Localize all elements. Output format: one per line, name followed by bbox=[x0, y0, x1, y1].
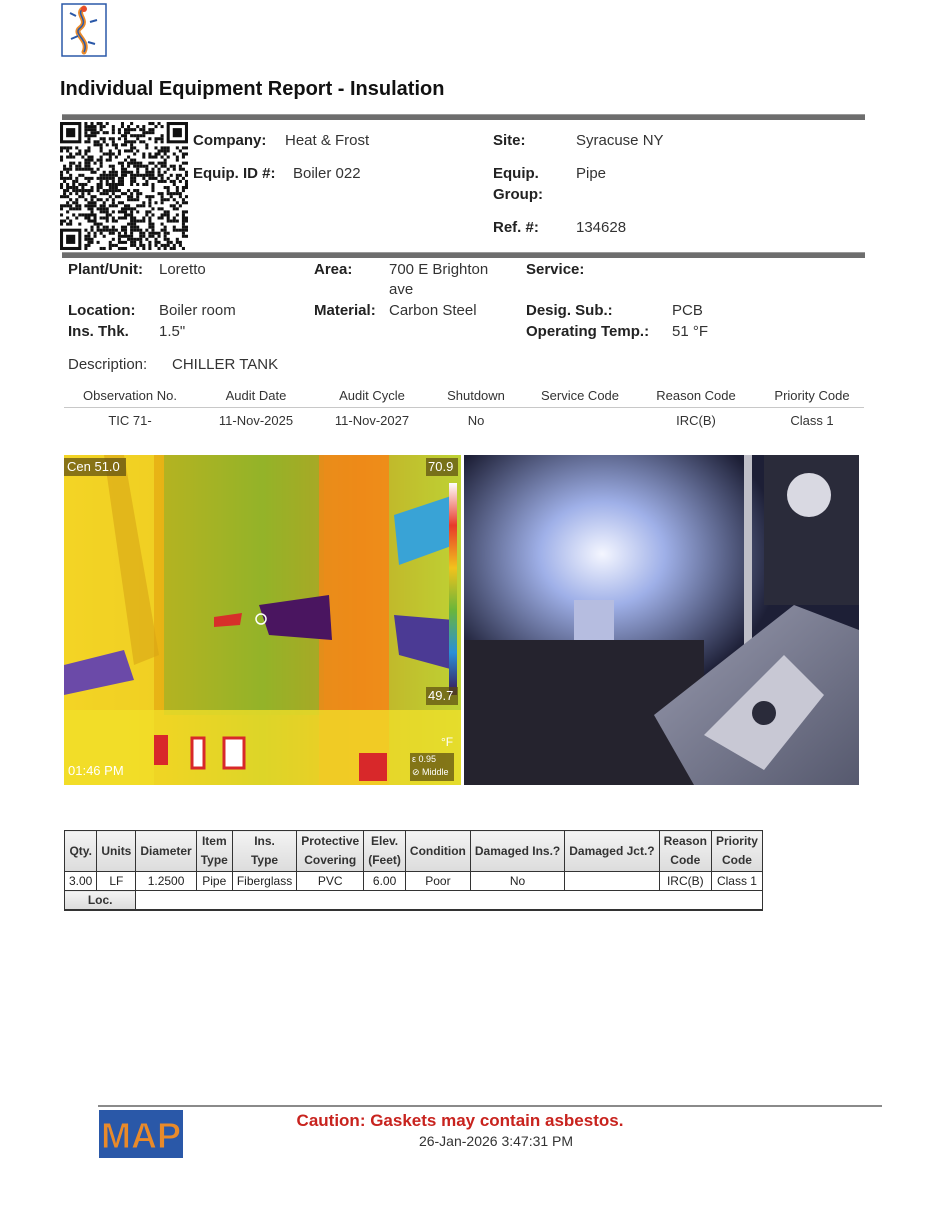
col-priority-code-header: Priority Code bbox=[711, 831, 762, 872]
desig-sub-label: Desig. Sub.: bbox=[526, 302, 613, 319]
cell-item-type: Pipe bbox=[196, 872, 232, 891]
equip-id-value: Boiler 022 bbox=[293, 165, 361, 182]
asbestos-caution: Caution: Gaskets may contain asbestos. bbox=[296, 1111, 624, 1130]
audit-header-audit-date: Audit Date bbox=[225, 388, 287, 403]
table-row bbox=[65, 872, 763, 891]
audit-priority-code-value: Class 1 bbox=[790, 413, 834, 428]
col-ins-type-header: Ins. Type bbox=[232, 831, 296, 872]
description-label: Description: bbox=[68, 356, 148, 373]
audit-shutdown-value: No bbox=[467, 413, 485, 428]
cell-protective-covering: PVC bbox=[297, 872, 364, 891]
audit-cycle-value: 11-Nov-2027 bbox=[334, 413, 410, 428]
ref-value: 134628 bbox=[576, 219, 627, 236]
audit-date-value: 11-Nov-2025 bbox=[218, 413, 294, 428]
audit-header-service-code: Service Code bbox=[540, 388, 620, 403]
qr-code bbox=[60, 122, 188, 250]
cell-ins-type: Fiberglass bbox=[232, 872, 296, 891]
equip-id-label: Equip. ID #: bbox=[193, 165, 276, 182]
header-bottom-rule bbox=[62, 252, 865, 258]
footer-rule bbox=[98, 1105, 882, 1107]
company-label: Company: bbox=[193, 132, 267, 149]
col-damaged-jct-header: Damaged Jct.? bbox=[565, 831, 659, 872]
audit-header-reason-code: Reason Code bbox=[656, 388, 736, 403]
cell-reason-code: IRC(B) bbox=[659, 872, 711, 891]
visual-photo bbox=[464, 455, 859, 785]
ins-thk-label: Ins. Thk. bbox=[68, 323, 129, 340]
site-value: Syracuse NY bbox=[576, 132, 664, 149]
equip-group-label-line1: Equip. bbox=[493, 165, 539, 182]
map-logo bbox=[99, 1110, 183, 1158]
audit-header-shutdown: Shutdown bbox=[447, 388, 505, 403]
material-value: Carbon Steel bbox=[389, 302, 477, 319]
equip-group-value: Pipe bbox=[576, 165, 607, 182]
audit-header-audit-cycle: Audit Cycle bbox=[339, 388, 405, 403]
col-qty-header: Qty. bbox=[65, 831, 97, 872]
report-title: Individual Equipment Report - Insulation bbox=[60, 78, 445, 100]
center-temp-readout: Cen 51.0 bbox=[67, 459, 120, 474]
audit-header-observation: Observation No. bbox=[83, 388, 177, 403]
col-damaged-ins-header: Damaged Ins.? bbox=[470, 831, 564, 872]
loc-value bbox=[136, 891, 763, 911]
company-logo bbox=[60, 2, 108, 58]
plant-label: Plant/Unit: bbox=[68, 261, 143, 278]
map-logo-text: MAP bbox=[101, 1115, 181, 1156]
col-condition-header: Condition bbox=[405, 831, 470, 872]
ins-thk-value: 1.5" bbox=[159, 323, 186, 340]
col-item-type-header: Item Type bbox=[196, 831, 232, 872]
cell-damaged-jct bbox=[565, 872, 659, 891]
area-value-line2: ave bbox=[389, 281, 414, 298]
location-value: Boiler room bbox=[159, 302, 236, 319]
material-label: Material: bbox=[314, 302, 376, 319]
plant-value: Loretto bbox=[159, 261, 206, 278]
col-elev-header: Elev. (Feet) bbox=[364, 831, 406, 872]
operating-temp-value: 51 °F bbox=[672, 323, 709, 340]
thermal-image bbox=[64, 455, 461, 785]
col-diameter-header: Diameter bbox=[136, 831, 196, 872]
loc-label: Loc. bbox=[65, 891, 136, 911]
operating-temp-label: Operating Temp.: bbox=[526, 323, 650, 340]
measure-mode: ⊘ Middle bbox=[412, 767, 449, 777]
emissivity-readout: ε 0.95 bbox=[412, 754, 437, 764]
audit-observation-value: TIC 71- bbox=[108, 413, 152, 428]
location-label: Location: bbox=[68, 302, 136, 319]
temp-unit: °F bbox=[441, 735, 454, 749]
audit-reason-code-value: IRC(B) bbox=[676, 413, 716, 428]
cell-qty: 3.00 bbox=[65, 872, 97, 891]
area-label: Area: bbox=[314, 261, 353, 278]
print-timestamp: 26-Jan-2026 3:47:31 PM bbox=[418, 1133, 574, 1149]
col-reason-code-header: Reason Code bbox=[659, 831, 711, 872]
equip-group-label-line2: Group: bbox=[493, 186, 543, 203]
header-top-rule bbox=[62, 114, 865, 120]
desig-sub-value: PCB bbox=[672, 302, 703, 319]
service-label: Service: bbox=[526, 261, 585, 278]
company-value: Heat & Frost bbox=[285, 132, 370, 149]
ref-label: Ref. #: bbox=[493, 219, 539, 236]
cell-condition: Poor bbox=[405, 872, 470, 891]
cell-damaged-ins: No bbox=[470, 872, 564, 891]
insulation-items-table bbox=[64, 830, 763, 911]
audit-divider bbox=[64, 407, 864, 408]
audit-header-priority-code: Priority Code bbox=[774, 388, 850, 403]
cell-units: LF bbox=[97, 872, 136, 891]
col-units-header: Units bbox=[97, 831, 136, 872]
capture-time: 01:46 PM bbox=[68, 763, 124, 778]
area-value-line1: 700 E Brighton bbox=[389, 261, 489, 278]
loc-row bbox=[65, 891, 763, 911]
col-protective-covering-header: Protective Covering bbox=[297, 831, 364, 872]
max-temp-readout: 70.9 bbox=[428, 459, 454, 474]
description-value: CHILLER TANK bbox=[172, 356, 279, 373]
cell-elev: 6.00 bbox=[364, 872, 406, 891]
cell-diameter: 1.2500 bbox=[136, 872, 196, 891]
cell-priority-code: Class 1 bbox=[711, 872, 762, 891]
site-label: Site: bbox=[493, 132, 526, 149]
min-temp-readout: 49.7 bbox=[428, 688, 454, 703]
items-header-row bbox=[65, 831, 763, 872]
